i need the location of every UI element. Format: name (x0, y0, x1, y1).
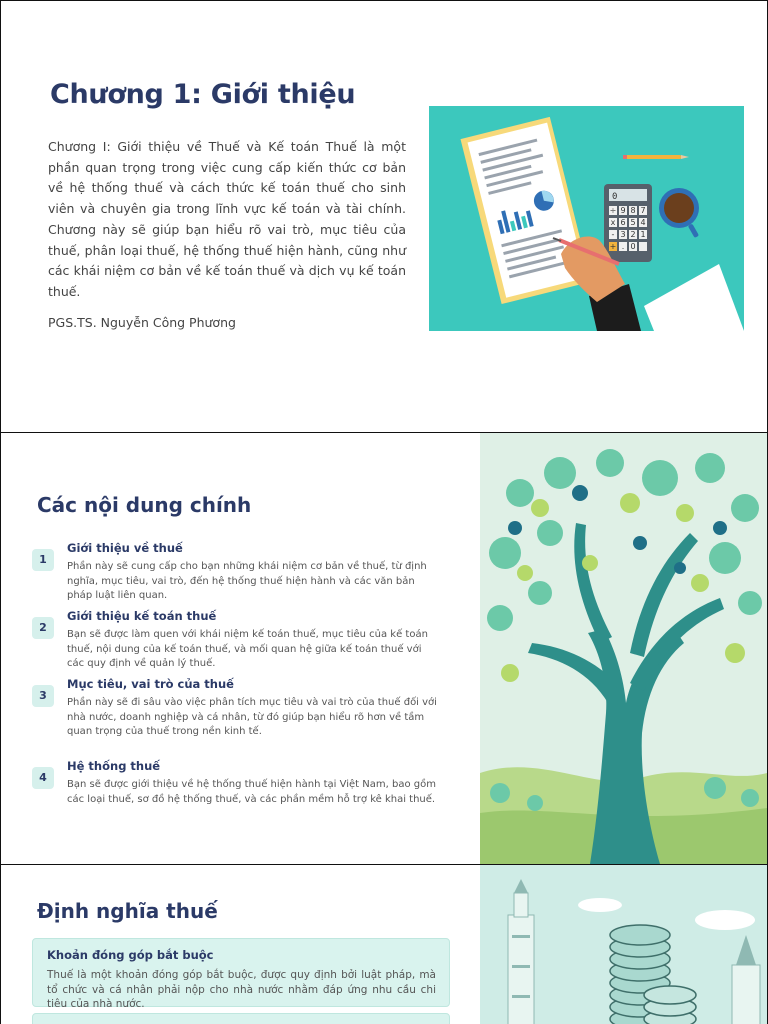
item-number-badge: 4 (32, 767, 54, 789)
calc-key: 9 (620, 206, 626, 215)
definition-card (32, 938, 450, 1010)
calc-key: 1 (640, 230, 646, 239)
tax-document-calculator-illustration (429, 106, 744, 331)
calc-key: 0 (630, 242, 636, 251)
item-title: Giới thiệu kế toán thuế (67, 609, 217, 623)
item-title: Hệ thống thuế (67, 759, 161, 773)
item-description: Bạn sẽ được giới thiệu về hệ thống thuế hiện hành tại Việt Nam, bao gồm các loại thuế, sơ đồ hệ thống thuế, và các phần mềm hỗ trợ kê khai thuế. (67, 779, 436, 805)
slide-contents[interactable] (0, 432, 768, 865)
item-number-badge: 3 (32, 685, 54, 707)
coins-city-illustration (480, 865, 767, 1024)
definition-card (32, 1013, 450, 1024)
calc-key: + (609, 242, 617, 251)
calc-key: 7 (640, 206, 646, 215)
item-number-badge: 2 (32, 617, 54, 639)
item-description: Phần này sẽ cung cấp cho bạn những khái niệm cơ bản về thuế, từ định nghĩa, mục tiêu, vai trò, đến hệ thống thuế hiện hành và các văn bản pháp luật liên quan. (67, 561, 427, 601)
slide-body-text: Chương I: Giới thiệu về Thuế và Kế toán Thuế là một phần quan trọng trong việc cung cấp kiến thức cơ bản về hệ thống thuế và cách thức kế toán thuế cho sinh viên và chuyên gia trong lĩnh vực kế toán và tài chính. Chương này sẽ giúp bạn hiểu rõ vai trò, mục tiêu của thuế, phân loại thuế, hệ thống thuế hiện hành, cũng như các khái niệm cơ bản về kế toán thuế và dịch vụ kế toán thuế. (48, 139, 406, 299)
slide-title: Các nội dung chính (37, 493, 252, 517)
author-name: PGS.TS. Nguyễn Công Phương (48, 315, 236, 330)
slide-title: Định nghĩa thuế (37, 899, 218, 923)
tree-illustration (480, 433, 767, 864)
calc-key: ÷ (609, 206, 617, 215)
card-title: Khoản đóng góp bắt buộc (47, 948, 214, 962)
calc-key: 6 (620, 218, 626, 227)
item-title: Giới thiệu về thuế (67, 541, 183, 555)
calc-key: 4 (640, 218, 646, 227)
card-description: Thuế là một khoản đóng góp bắt buộc, được quy định bởi luật pháp, mà tổ chức và cá nhân phải nộp cho nhà nước nhằm đáp ứng nhu cầu chi tiêu của nhà nước. (47, 969, 436, 1010)
item-description: Phần này sẽ đi sâu vào việc phân tích mục tiêu và vai trò của thuế đối với nhà nước, doanh nghiệp và cá nhân, từ đó giúp bạn hiểu rõ hơn về tầm quan trọng của thuế trong nền kinh tế. (67, 697, 437, 737)
slide-tax-definition[interactable] (0, 864, 768, 1024)
item-description: Bạn sẽ được làm quen với khái niệm kế toán thuế, mục tiêu của kế toán thuế, nội dung của kế toán thuế, và mối quan hệ giữa kế toán thuế với các quy định về quản lý thuế. (67, 629, 428, 669)
calculator-display: 0 (612, 192, 618, 202)
calc-key: . (621, 242, 625, 251)
calc-key: 5 (630, 218, 636, 227)
calc-key: 8 (630, 206, 636, 215)
calc-key: x (610, 218, 616, 227)
calc-key: - (611, 230, 615, 239)
item-title: Mục tiêu, vai trò của thuế (67, 677, 234, 691)
calc-key: 2 (630, 230, 636, 239)
item-number-badge: 1 (32, 549, 54, 571)
slide-intro[interactable] (0, 0, 768, 433)
calc-key: 3 (620, 230, 626, 239)
slide-title: Chương 1: Giới thiệu (50, 79, 356, 110)
